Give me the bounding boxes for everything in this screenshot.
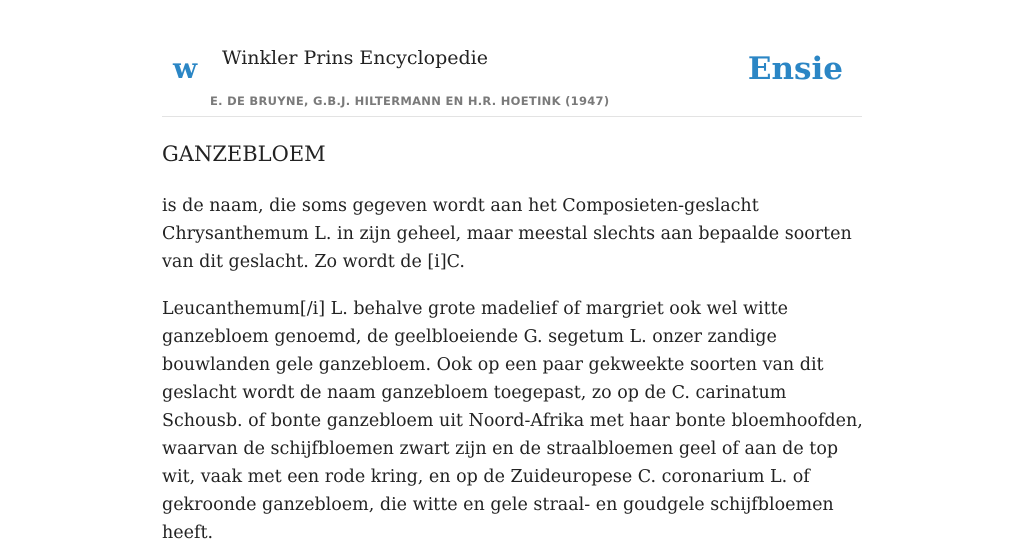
- article-paragraph: is de naam, die soms gegeven wordt aan het Composieten-geslacht Chrysanthemum L. in zijn geheel, maar meestal slechts aan bepaalde soorten van dit geslacht. Zo wordt de [i]C.: [162, 196, 852, 272]
- winkler-prins-logo[interactable]: w: [173, 52, 198, 85]
- page-header: [162, 0, 862, 117]
- headword: GANZEBLOEM: [162, 142, 326, 166]
- authors-line: E. DE BRUYNE, G.B.J. HILTERMANN EN H.R. HOETINK (1947): [210, 94, 610, 108]
- article: [162, 138, 866, 547]
- article-paragraph: Leucanthemum[/i] L. behalve grote madelief of margriet ook wel witte ganzebloem genoemd, de geelbloeiende G. segetum L. onzer zandige bouwlanden gele ganzebloem. Ook op een paar gekweekte soorten van dit geslacht wordt de naam ganzebloem toegepast, zo op de C. carinatum Schousb. of bonte ganzebloem uit Noord-Afrika met haar bonte bloemhoofden, waarvan de schijfbloemen zwart zijn en de straalbloemen geel of aan de top wit, vaak met een rode kring, en op de Zuideuropese C. coronarium L. of gekroonde ganzebloem, die witte en gele straal- en goudgele schijfbloemen heeft.: [162, 299, 863, 543]
- site-title[interactable]: Winkler Prins Encyclopedie: [222, 47, 488, 69]
- ensie-logo[interactable]: Ensie: [747, 51, 843, 87]
